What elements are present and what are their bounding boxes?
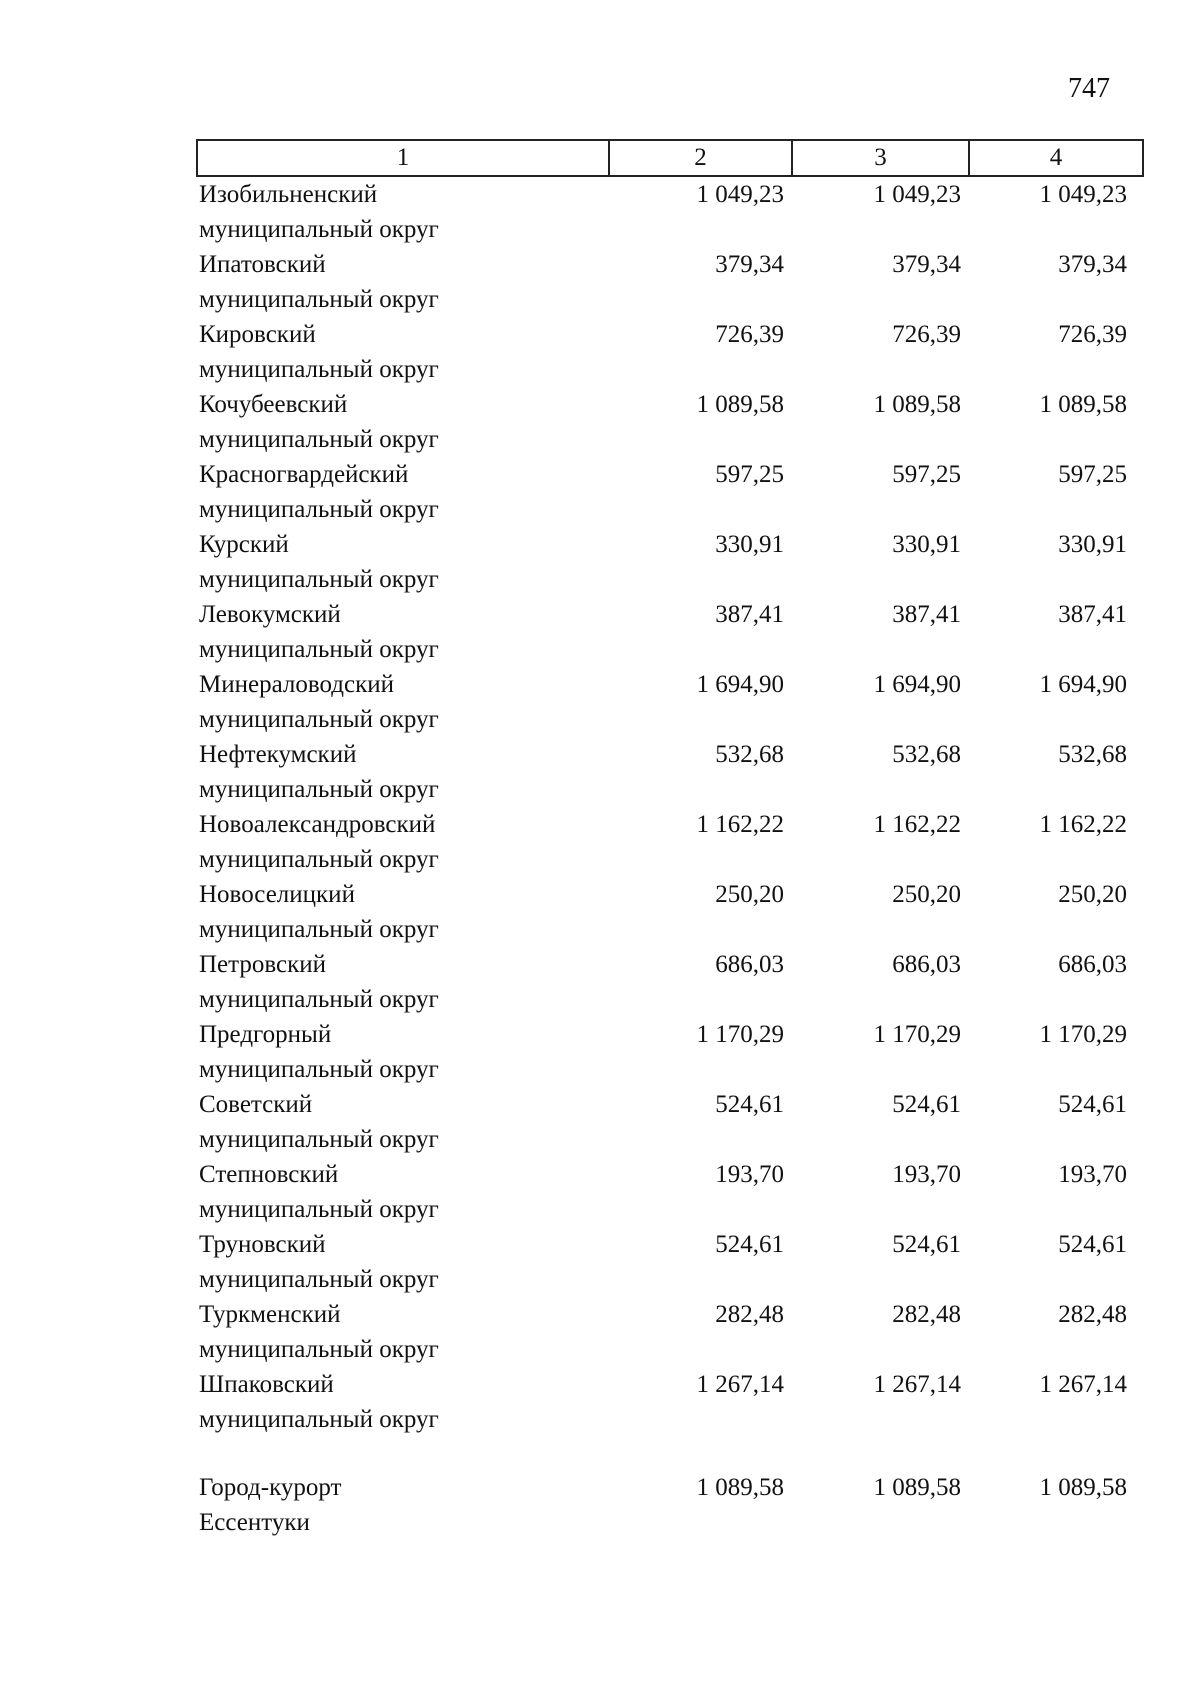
value-column-4: 250,20: [1058, 881, 1127, 908]
municipality-name-line1: Изобильненский: [199, 181, 378, 208]
column-header-3: 3: [792, 140, 969, 176]
value-column-3: 282,48: [892, 1301, 961, 1328]
value-column-2: 524,61: [715, 1091, 784, 1118]
table-row: [197, 176, 1143, 247]
table-row: [197, 737, 1143, 807]
municipality-name-line1: Курский: [199, 531, 289, 558]
value-column-2: 686,03: [715, 951, 784, 978]
municipality-name-line1: Новоалександровский: [199, 811, 436, 838]
value-column-4: 379,34: [1058, 251, 1127, 278]
table-row: [197, 597, 1143, 667]
municipality-name: [197, 1017, 609, 1087]
municipality-name: [197, 1367, 609, 1437]
value-column-3: 1 162,22: [873, 811, 961, 838]
municipality-name-line1: Ипатовский: [199, 251, 326, 278]
municipality-name-line1: Шпаковский: [199, 1371, 334, 1398]
municipality-name-line1: Петровский: [199, 951, 327, 978]
municipality-name-line2: муниципальный округ: [199, 286, 439, 313]
value-column-4: 1 089,58: [1039, 391, 1127, 418]
table-row: [197, 1367, 1143, 1437]
value-column-2: 379,34: [715, 251, 784, 278]
value-column-4: 282,48: [1058, 1301, 1127, 1328]
value-column-2: 1 049,23: [696, 181, 784, 208]
municipality-name-line2: муниципальный округ: [199, 636, 439, 663]
value-column-3: 1 694,90: [873, 671, 961, 698]
value-column-4: 524,61: [1058, 1231, 1127, 1258]
value-column-3: 1 089,58: [873, 391, 961, 418]
municipality-name-line2: муниципальный округ: [199, 1056, 439, 1083]
table-row: [197, 807, 1143, 877]
value-column-2: 387,41: [715, 601, 784, 628]
table-row: [197, 387, 1143, 457]
municipality-name: [197, 317, 609, 387]
municipality-name: [197, 1157, 609, 1227]
municipality-name-line1: Красногвардейский: [199, 461, 409, 488]
value-column-3: 726,39: [892, 321, 961, 348]
value-column-2: 1 162,22: [696, 811, 784, 838]
municipality-name-line1: Новоселицкий: [199, 881, 355, 908]
municipality-name-line2: муниципальный округ: [199, 986, 439, 1013]
value-column-2: 726,39: [715, 321, 784, 348]
municipality-name: [197, 947, 609, 1017]
municipality-name-line1: Труновский: [199, 1231, 326, 1258]
table-row: [197, 877, 1143, 947]
value-column-3: 597,25: [892, 461, 961, 488]
value-column-2: 532,68: [715, 741, 784, 768]
value-column-3: 379,34: [892, 251, 961, 278]
municipality-name-line2: муниципальный округ: [199, 1336, 439, 1363]
value-column-2: 1 267,14: [696, 1371, 784, 1398]
municipality-name-line2: муниципальный округ: [199, 1196, 439, 1223]
value-column-3: 250,20: [892, 881, 961, 908]
table-row: [197, 1227, 1143, 1297]
value-column-2: 193,70: [715, 1161, 784, 1188]
municipality-name-line2: Ессентуки: [199, 1509, 310, 1536]
value-column-2: 282,48: [715, 1301, 784, 1328]
value-column-4: 532,68: [1058, 741, 1127, 768]
municipality-name-line1: Левокумский: [199, 601, 341, 628]
table-row: [197, 1017, 1143, 1087]
municipality-name: [197, 527, 609, 597]
value-column-2: 1 089,58: [696, 1474, 784, 1501]
value-column-3: 1 170,29: [873, 1021, 961, 1048]
municipality-name-line2: муниципальный округ: [199, 496, 439, 523]
value-column-3: 686,03: [892, 951, 961, 978]
municipality-name-line1: Туркменский: [199, 1301, 341, 1328]
municipality-name: [197, 1087, 609, 1157]
municipality-name-line1: Предгорный: [199, 1021, 332, 1048]
value-column-4: 597,25: [1058, 461, 1127, 488]
table-row: [197, 317, 1143, 387]
municipality-name: [197, 807, 609, 877]
column-header-4: 4: [969, 140, 1143, 176]
municipality-name-line2: муниципальный округ: [199, 1406, 439, 1433]
value-column-2: 1 089,58: [696, 391, 784, 418]
value-column-3: 524,61: [892, 1091, 961, 1118]
table-row: [197, 1157, 1143, 1227]
row-spacer: [197, 1437, 1143, 1470]
table-row: [197, 667, 1143, 737]
value-column-4: 1 267,14: [1039, 1371, 1127, 1398]
data-table: [196, 139, 1144, 1540]
value-column-3: 1 089,58: [873, 1474, 961, 1501]
municipality-name-line2: муниципальный округ: [199, 566, 439, 593]
municipality-name: [197, 877, 609, 947]
page-number: 747: [1068, 73, 1110, 104]
value-column-4: 330,91: [1058, 531, 1127, 558]
value-column-2: 250,20: [715, 881, 784, 908]
municipality-name-line2: муниципальный округ: [199, 916, 439, 943]
municipality-name: [197, 667, 609, 737]
value-column-4: 1 049,23: [1039, 181, 1127, 208]
value-column-4: 686,03: [1058, 951, 1127, 978]
municipality-name-line2: муниципальный округ: [199, 426, 439, 453]
value-column-2: 1 170,29: [696, 1021, 784, 1048]
value-column-4: 1 170,29: [1039, 1021, 1127, 1048]
table-row: [197, 457, 1143, 527]
table-row: [197, 247, 1143, 317]
value-column-3: 1 267,14: [873, 1371, 961, 1398]
value-column-4: 1 694,90: [1039, 671, 1127, 698]
municipality-name-line2: муниципальный округ: [199, 706, 439, 733]
municipality-name-line2: муниципальный округ: [199, 216, 439, 243]
municipality-name-line2: муниципальный округ: [199, 846, 439, 873]
value-column-2: 597,25: [715, 461, 784, 488]
municipality-name-line2: муниципальный округ: [199, 356, 439, 383]
column-header-1: 1: [197, 140, 609, 176]
value-column-2: 330,91: [715, 531, 784, 558]
municipality-name: [197, 1297, 609, 1367]
value-column-4: 1 089,58: [1039, 1474, 1127, 1501]
value-column-3: 532,68: [892, 741, 961, 768]
value-column-2: 1 694,90: [696, 671, 784, 698]
municipality-name: [197, 737, 609, 807]
value-column-4: 387,41: [1058, 601, 1127, 628]
municipality-name: [197, 1227, 609, 1297]
municipality-name-line2: муниципальный округ: [199, 776, 439, 803]
header-row: [197, 140, 1143, 176]
municipality-name-line1: Кировский: [199, 321, 316, 348]
municipality-name-line2: муниципальный округ: [199, 1266, 439, 1293]
municipality-name: [197, 176, 609, 247]
value-column-4: 726,39: [1058, 321, 1127, 348]
table-row-final: [197, 1470, 1143, 1540]
municipality-name-line1: Город-курорт: [199, 1474, 342, 1501]
table-body: [197, 176, 1143, 1540]
row-spacer-cell: [197, 1437, 1143, 1470]
column-header-2: 2: [609, 140, 792, 176]
municipality-name: [197, 457, 609, 527]
municipality-name: [197, 247, 609, 317]
table-row: [197, 1297, 1143, 1367]
value-column-3: 1 049,23: [873, 181, 961, 208]
municipality-name-line1: Степновский: [199, 1161, 339, 1188]
table-row: [197, 1087, 1143, 1157]
municipality-name: [197, 1470, 609, 1540]
table-row: [197, 527, 1143, 597]
value-column-3: 387,41: [892, 601, 961, 628]
value-column-4: 524,61: [1058, 1091, 1127, 1118]
municipality-name: [197, 387, 609, 457]
value-column-2: 524,61: [715, 1231, 784, 1258]
municipality-name-line2: муниципальный округ: [199, 1126, 439, 1153]
municipality-name-line1: Нефтекумский: [199, 741, 357, 768]
municipality-name-line1: Минераловодский: [199, 671, 395, 698]
table-row: [197, 947, 1143, 1017]
value-column-4: 193,70: [1058, 1161, 1127, 1188]
value-column-4: 1 162,22: [1039, 811, 1127, 838]
value-column-3: 524,61: [892, 1231, 961, 1258]
municipality-name-line1: Советский: [199, 1091, 313, 1118]
value-column-3: 330,91: [892, 531, 961, 558]
municipality-name: [197, 597, 609, 667]
value-column-3: 193,70: [892, 1161, 961, 1188]
municipality-name-line1: Кочубеевский: [199, 391, 348, 418]
